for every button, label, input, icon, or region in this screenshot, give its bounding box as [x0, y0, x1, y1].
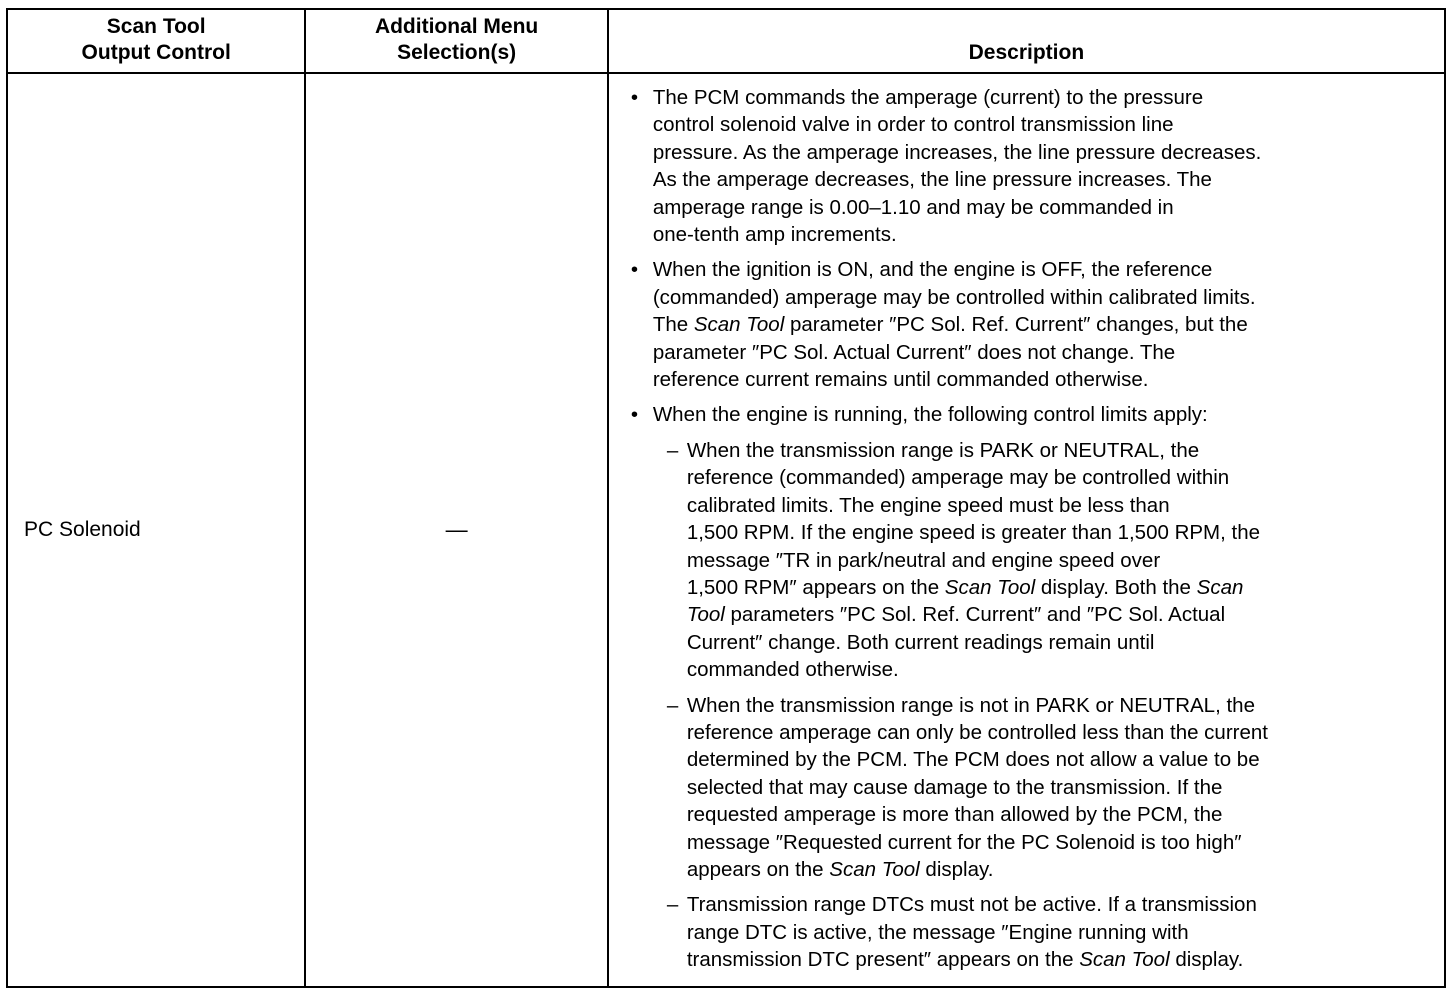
description-cell: [608, 73, 1445, 987]
description-line: – When the transmission range is PARK or NEUTRAL, the: [686, 438, 1200, 462]
description-line: range DTC is active, the message ″Engine running with: [686, 920, 1189, 944]
description-line: commanded otherwise.: [686, 658, 899, 682]
description-line: control solenoid valve in order to control transmission line: [652, 113, 1174, 137]
description-line: (commanded) amperage may be controlled within calibrated limits.: [652, 285, 1256, 309]
description-line: requested amperage is more than allowed by the PCM, the: [686, 803, 1223, 827]
description-line: The Scan Tool parameter ″PC Sol. Ref. Current″ changes, but the: [652, 313, 1248, 337]
header-scan-tool-output-control: Scan Tool Output Control: [7, 9, 305, 73]
description-line: – When the transmission range is not in PARK or NEUTRAL, the: [686, 693, 1255, 717]
description-line: one-tenth amp increments.: [652, 223, 897, 247]
description-line: message ″Requested current for the PC Solenoid is too high″: [686, 830, 1242, 854]
description-bullet: [653, 84, 1436, 248]
header-additional-menu-selections: Additional Menu Selection(s): [305, 9, 607, 73]
table-row: [7, 73, 1445, 987]
description-line: 1,500 RPM. If the engine speed is greater than 1,500 RPM, the: [686, 521, 1261, 545]
description-line: transmission DTC present″ appears on the Scan Tool display.: [686, 948, 1244, 972]
italic-term: Scan Tool: [1079, 948, 1170, 972]
italic-term: Scan: [1196, 575, 1244, 599]
description-line: reference current remains until commanded otherwise.: [652, 368, 1149, 392]
description-line: • The PCM commands the amperage (current) to the pressure: [652, 86, 1204, 109]
description-line: • When the engine is running, the following control limits apply:: [652, 403, 1208, 427]
description-line: selected that may cause damage to the transmission. If the: [686, 775, 1223, 799]
description-line: amperage range is 0.00–1.10 and may be commanded in: [652, 195, 1174, 219]
italic-term: Scan Tool: [693, 313, 785, 337]
description-sub-item: [687, 891, 1436, 973]
description-bullet: [653, 401, 1436, 428]
table-header-row: [7, 9, 1445, 73]
description-line: message ″TR in park/neutral and engine speed over: [686, 548, 1161, 572]
description-line: determined by the PCM. The PCM does not allow a value to be: [686, 748, 1260, 772]
description-line: – Transmission range DTCs must not be active. If a transmission: [686, 893, 1257, 917]
description-line: calibrated limits. The engine speed must be less than: [686, 493, 1170, 517]
description-line: pressure. As the amperage increases, the line pressure decreases.: [652, 140, 1262, 164]
description-line: As the amperage decreases, the line pressure increases. The: [652, 168, 1212, 192]
description-bullet: [653, 256, 1436, 393]
description-line: reference amperage can only be controlled less than the current: [686, 720, 1268, 744]
description-line: reference (commanded) amperage may be controlled within: [686, 466, 1230, 490]
description-line: Current″ change. Both current readings remain until: [686, 630, 1155, 654]
description-line: parameter ″PC Sol. Actual Current″ does not change. The: [652, 340, 1176, 364]
italic-term: Scan Tool: [829, 857, 920, 881]
output-control-cell: PC Solenoid: [7, 73, 305, 987]
description-sub-item: [687, 437, 1436, 684]
menu-selection-cell: —: [305, 73, 607, 987]
header-description: Description: [608, 9, 1445, 73]
description-line: Tool parameters ″PC Sol. Ref. Current″ and ″PC Sol. Actual: [686, 603, 1226, 627]
italic-term: Tool: [686, 603, 725, 627]
description-line: 1,500 RPM″ appears on the Scan Tool display. Both the Scan: [686, 575, 1244, 599]
description-line: • When the ignition is ON, and the engine is OFF, the reference: [652, 258, 1213, 282]
description-line: appears on the Scan Tool display.: [686, 857, 994, 881]
scan-tool-output-control-table: [6, 8, 1446, 988]
description-sub-item: [687, 692, 1436, 884]
italic-term: Scan Tool: [944, 575, 1036, 599]
